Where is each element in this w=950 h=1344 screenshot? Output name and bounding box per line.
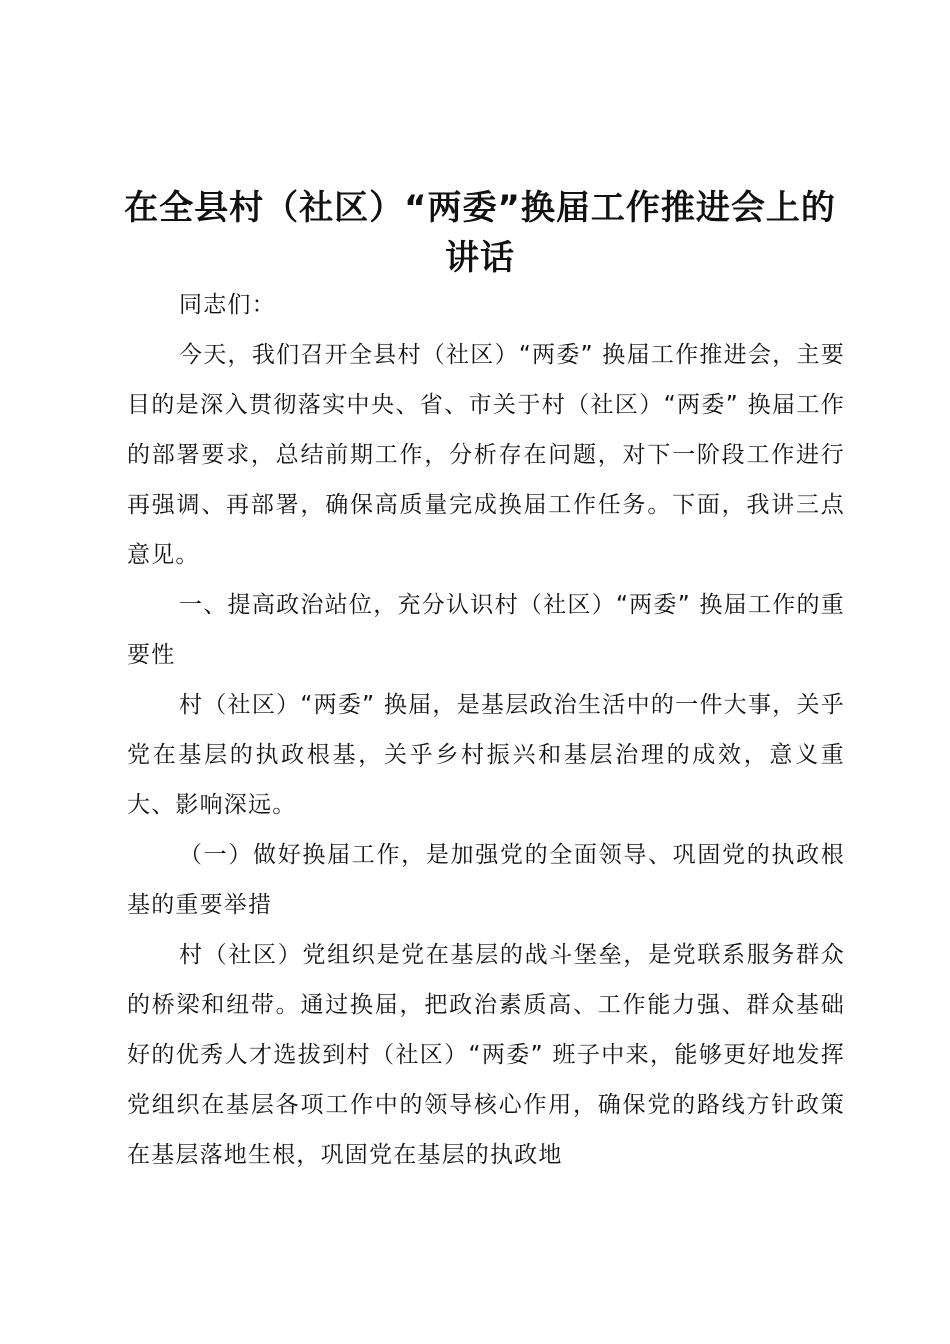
document-title: 在全县村（社区）“两委”换届工作推进会上的讲话 <box>124 188 836 278</box>
subsection-heading-1: （一）做好换届工作，是加强党的全面领导、巩固党的执政根基的重要举措 <box>127 842 845 918</box>
document-body <box>127 280 845 1180</box>
paragraph-intro: 今天，我们召开全县村（社区）“两委” 换届工作推进会，主要目的是深入贯彻落实中央、省、市关于村（社区）“两委” 换届工作的部署要求，总结前期工作，分析存在问题，对下一阶段工作进行再强调、再部署，确保高质量完成换届工作任务。下面，我讲三点意见。 <box>127 342 845 568</box>
paragraph-section-1: 村（社区）“两委” 换届，是基层政治生活中的一件大事，关乎党在基层的执政根基，关乎乡村振兴和基层治理的成效，意义重大、影响深远。 <box>127 692 845 818</box>
paragraph-subsection-1: 村（社区）党组织是党在基层的战斗堡垒，是党联系服务群众的桥梁和纽带。通过换届，把政治素质高、工作能力强、群众基础好的优秀人才选拔到村（社区）“两委” 班子中来，能够更好地发挥党组织在基层各项工作中的领导核心作用，确保党的路线方针政策在基层落地生根，巩固党在基层的执政地 <box>127 942 845 1168</box>
section-heading-1: 一、提高政治站位，充分认识村（社区）“两委” 换届工作的重要性 <box>127 592 845 668</box>
salutation: 同志们： <box>179 292 276 318</box>
